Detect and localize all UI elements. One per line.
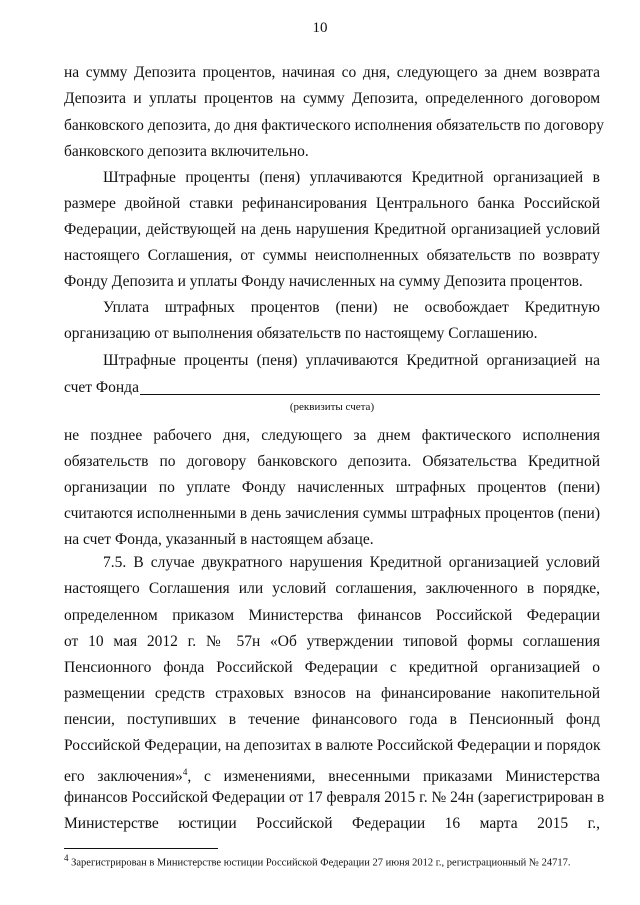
account-label: счет Фонда (64, 379, 139, 396)
footnote-text: Зарегистрирован в Министерстве юстиции Российской Федерации 27 июня 2012 г., регистрационный № 24717. (68, 857, 571, 869)
paragraph-line: от 10 мая 2012 г. № 57н «Об утверждении типовой формы соглашения (64, 633, 600, 650)
account-blank-line (140, 394, 600, 395)
paragraph-line: организацию от выполнения обязательств по настоящему Соглашению. (64, 325, 538, 342)
paragraph-line: размере двойной ставки рефинансирования Центрального банка Российской (64, 195, 600, 212)
paragraph-line: Уплата штрафных процентов (пени) не освобождает Кредитную (103, 299, 600, 316)
paragraph-line: Штрафные проценты (пеня) уплачиваются Кредитной организацией в (103, 169, 600, 186)
paragraph-line: пенсии, поступивших в течение финансового года в Пенсионный фонд (64, 711, 600, 728)
line-text: , с изменениями, внесенными приказами Министерства (187, 768, 600, 786)
paragraph-line: Министерстве юстиции Российской Федерации 16 марта 2015 г., (64, 815, 600, 832)
paragraph-line: считаются исполненными в день зачисления суммы штрафных процентов (пени) (64, 505, 600, 522)
paragraph-line: Российской Федерации, на депозитах в валюте Российской Федерации и порядок (64, 737, 601, 754)
paragraph-line: обязательств по договору банковского депозита. Обязательства Кредитной (64, 453, 600, 470)
line-text: его заключения» (64, 768, 183, 786)
paragraph-line: Пенсионного фонда Российской Федерации с кредитной организацией о (64, 659, 600, 676)
paragraph-line: настоящего Соглашения, от суммы неисполненных обязательств по возврату (64, 247, 600, 264)
paragraph-line: на сумму Депозита процентов, начиная со дня, следующего за днем возврата (64, 64, 600, 81)
paragraph-line: банковского депозита, до дня фактического исполнения обязательств по договору (64, 117, 604, 134)
page-number: 10 (312, 20, 328, 36)
footnote (64, 853, 570, 869)
paragraph-line: банковского депозита включительно. (64, 143, 309, 160)
paragraph-line: определенном приказом Министерства финансов Российской Федерации (64, 607, 600, 624)
paragraph-line-with-footnote (64, 762, 600, 787)
account-caption: (реквизиты счета) (289, 401, 375, 413)
paragraph-line: Федерации, действующей на день нарушения Кредитной организацией условий (64, 221, 600, 238)
footnote-reference: 4 (182, 767, 188, 777)
footnote-separator (64, 848, 218, 849)
paragraph-line: организации по уплате Фонду начисленных штрафных процентов (пени) (64, 479, 600, 496)
paragraph-line: финансов Российской Федерации от 17 февраля 2015 г. № 24н (зарегистрирован в (64, 789, 605, 806)
account-field (64, 378, 600, 398)
paragraph-line: настоящего Соглашения или условий соглашения, заключенного в порядке, (64, 580, 600, 597)
paragraph-line: 7.5. В случае двукратного нарушения Кредитной организацией условий (103, 554, 600, 571)
paragraph-line: на счет Фонда, указанный в настоящем абзаце. (64, 531, 374, 548)
footnote-marker: 4 (64, 853, 69, 863)
paragraph-line: размещении средств страховых взносов на финансирование накопительной (64, 685, 600, 702)
paragraph-line: Депозита и уплаты процентов на сумму Депозита, определенного договором (64, 90, 600, 107)
paragraph-line: Штрафные проценты (пеня) уплачиваются Кредитной организацией на (103, 352, 600, 369)
paragraph-line: Фонду Депозита и уплаты Фонду начисленных на сумму Депозита процентов. (64, 273, 583, 290)
paragraph-line: не позднее рабочего дня, следующего за днем фактического исполнения (64, 427, 600, 444)
